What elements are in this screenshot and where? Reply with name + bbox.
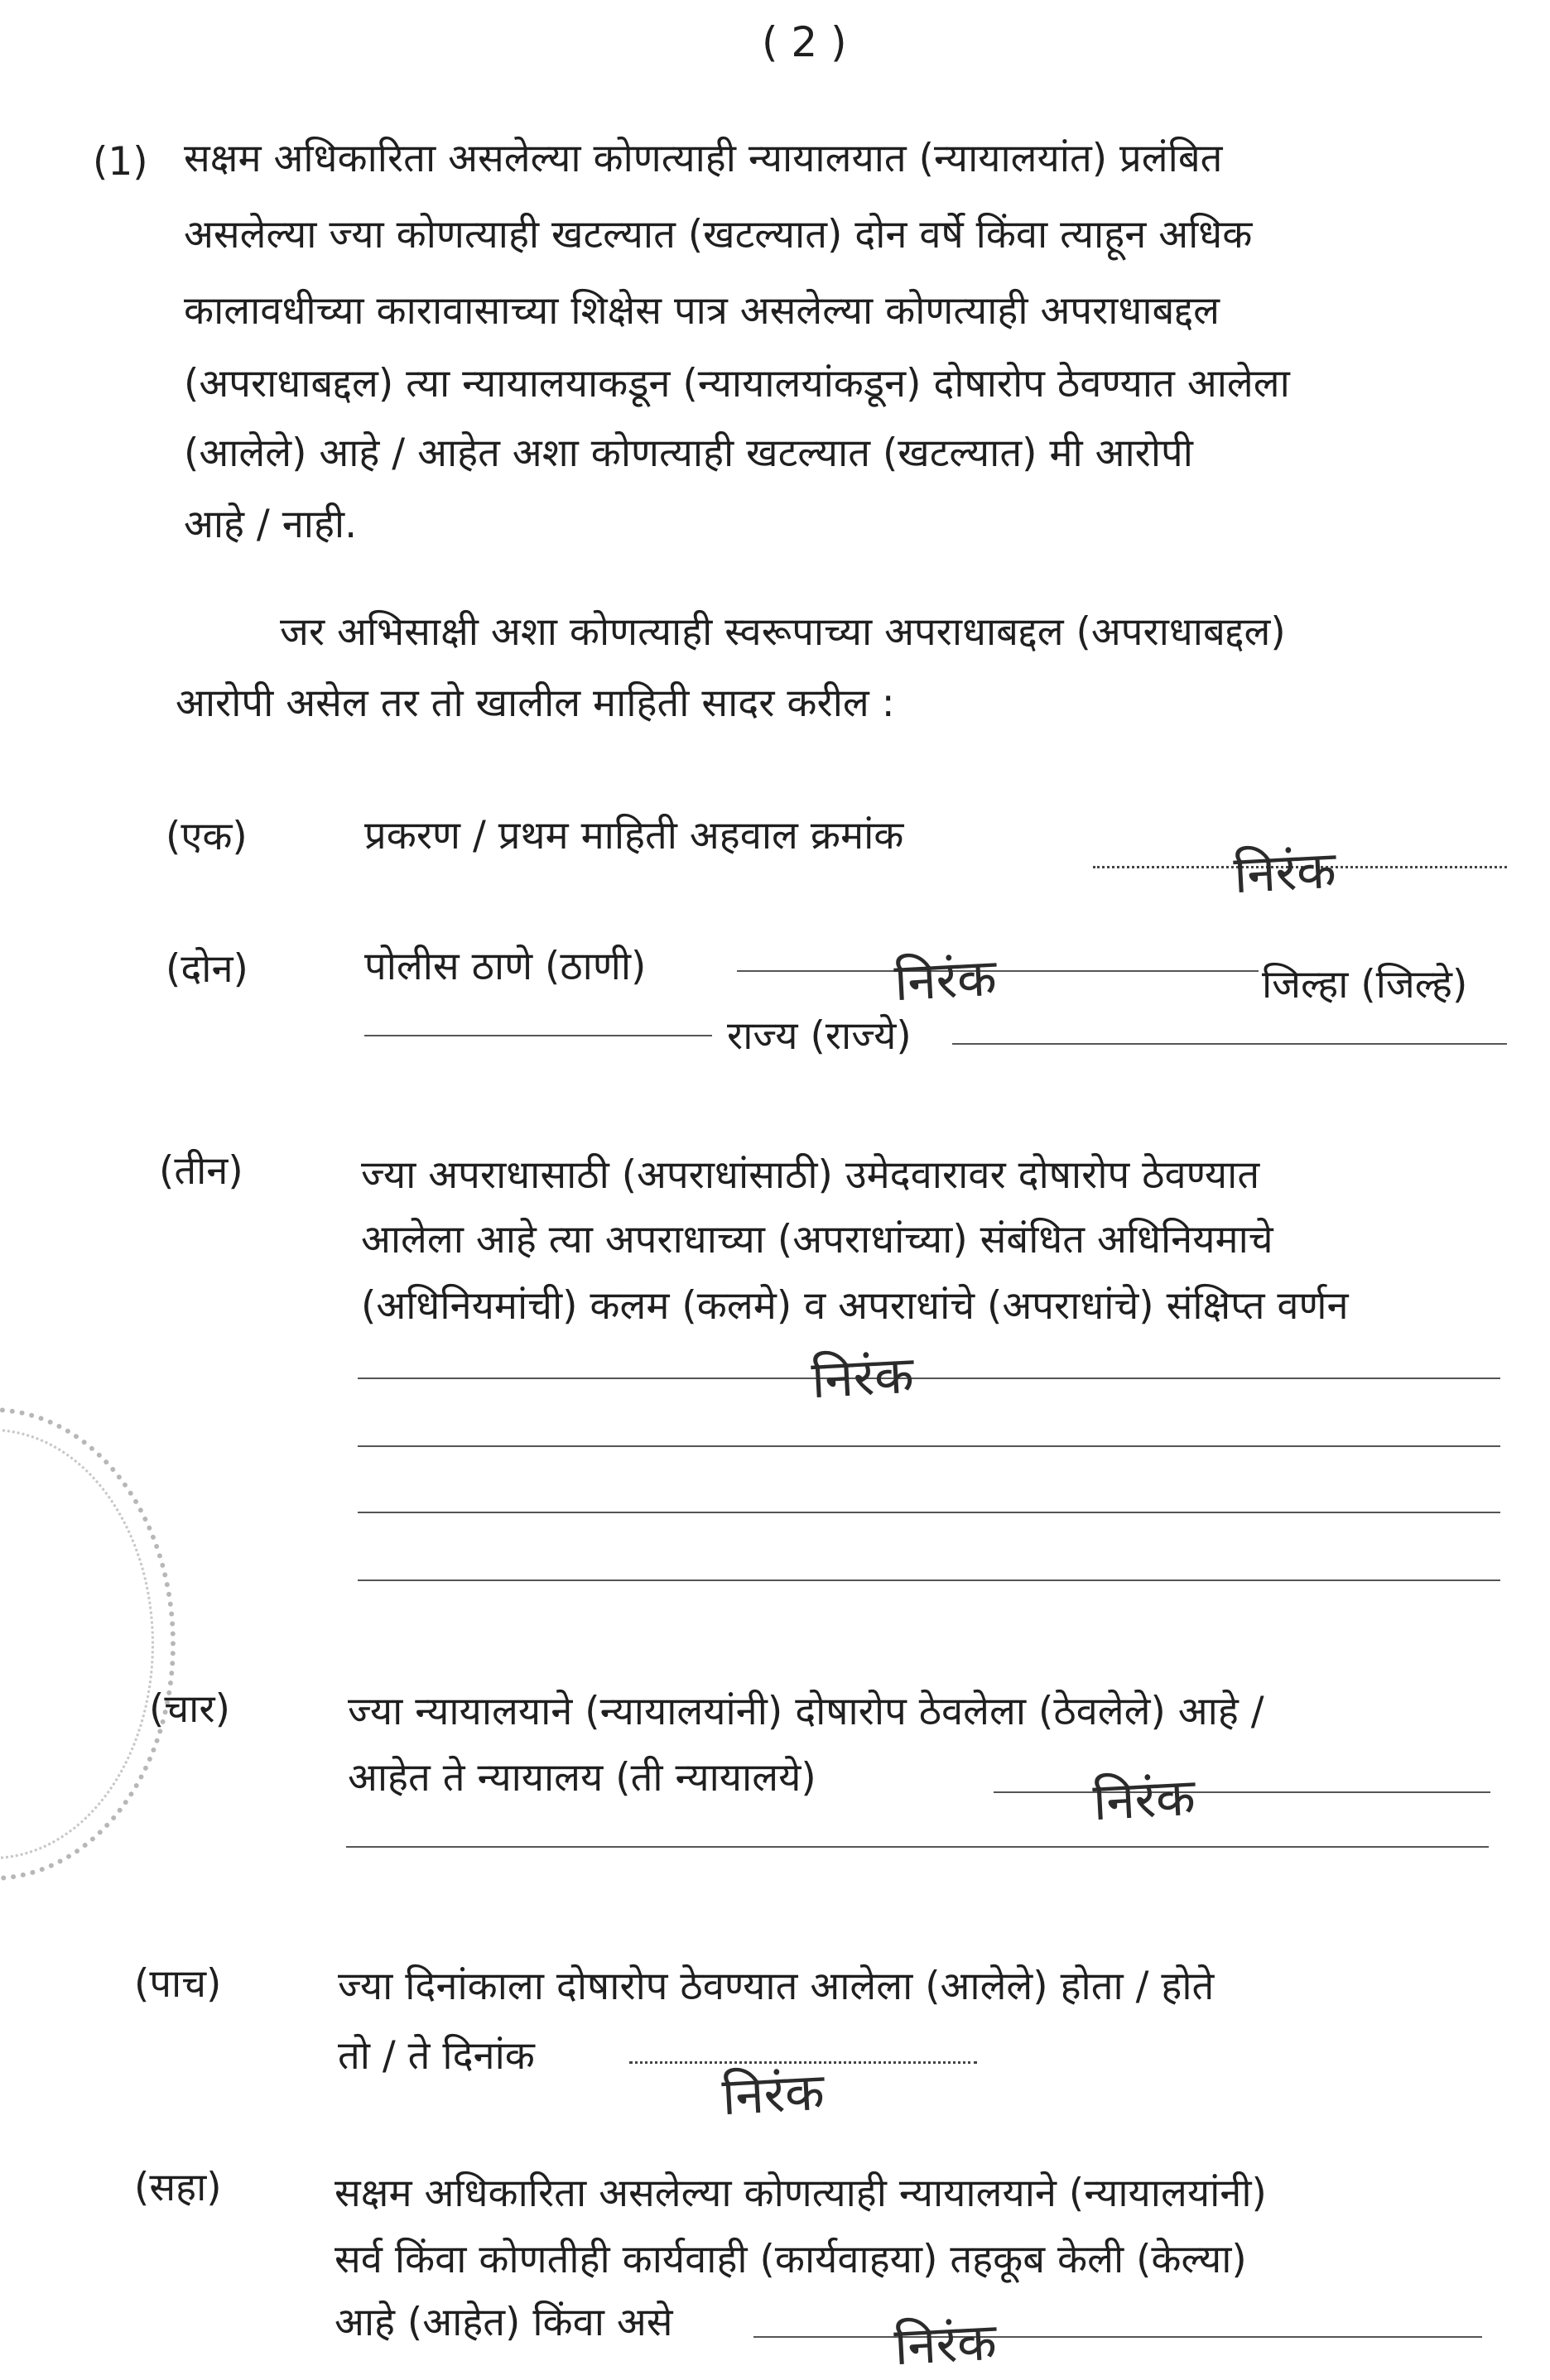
item-line: आहे (आहेत) किंवा असे bbox=[335, 2300, 673, 2345]
intro-line: जर अभिसाक्षी अशा कोणत्याही स्वरूपाच्या अपराधाबद्दल (अपराधाबद्दल) bbox=[280, 609, 1286, 655]
case-fir-number-label: प्रकरण / प्रथम माहिती अहवाल क्रमांक bbox=[364, 813, 904, 858]
answer-line bbox=[753, 2336, 1482, 2338]
handwritten-answer: निरंक bbox=[810, 1344, 916, 1411]
item-line: ज्या दिनांकाला दोषारोप ठेवण्यात आलेला (आलेले) होता / होते bbox=[338, 1964, 1215, 2009]
answer-line bbox=[358, 1445, 1500, 1447]
item-line: तो / ते दिनांक bbox=[338, 2033, 535, 2079]
clause-line: असलेल्या ज्या कोणत्याही खटल्यात (खटल्यात) दोन वर्षे किंवा त्याहून अधिक bbox=[184, 212, 1253, 257]
answer-line bbox=[994, 1791, 1490, 1793]
answer-line bbox=[358, 1512, 1500, 1513]
clause-line: कालावधीच्या कारावासाच्या शिक्षेस पात्र असलेल्या कोणत्याही अपराधाबद्दल bbox=[184, 288, 1220, 334]
item-line: सक्षम अधिकारिता असलेल्या कोणत्याही न्यायालयाने (न्यायालयांनी) bbox=[335, 2171, 1267, 2216]
answer-line bbox=[358, 1378, 1500, 1379]
district-label: जिल्हा (जिल्हे) bbox=[1262, 962, 1468, 1007]
handwritten-answer: निरंक bbox=[1091, 1766, 1197, 1833]
item-line: सर्व किंवा कोणतीही कार्यवाही (कार्यवाहया) तहकूब केली (केल्या) bbox=[335, 2237, 1247, 2282]
item-number: (सहा) bbox=[134, 2165, 222, 2210]
item-line: आहेत ते न्यायालय (ती न्यायालये) bbox=[348, 1755, 816, 1801]
intro-line: आरोपी असेल तर तो खालील माहिती सादर करील : bbox=[176, 680, 895, 726]
handwritten-answer: निरंक bbox=[893, 946, 999, 1013]
page-number: ( 2 ) bbox=[762, 18, 847, 66]
handwritten-answer: निरंक bbox=[720, 2060, 826, 2128]
clause-line: (आलेले) आहे / आहेत अशा कोणत्याही खटल्यात (खटल्यात) मी आरोपी bbox=[184, 430, 1193, 476]
clause-line: सक्षम अधिकारिता असलेल्या कोणत्याही न्यायालयात (न्यायालयांत) प्रलंबित bbox=[184, 136, 1223, 181]
item-number: (पाच) bbox=[134, 1961, 222, 2007]
answer-line bbox=[346, 1846, 1489, 1848]
item-line: आलेला आहे त्या अपराधाच्या (अपराधांच्या) संबंधित अधिनियमाचे bbox=[361, 1217, 1273, 1262]
state-label: राज्य (राज्ये) bbox=[727, 1013, 912, 1059]
answer-line bbox=[952, 1043, 1507, 1045]
answer-line bbox=[364, 1035, 712, 1036]
police-station-label: पोलीस ठाणे (ठाणी) bbox=[364, 944, 647, 989]
item-number: (एक) bbox=[166, 814, 248, 859]
item-line: ज्या न्यायालयाने (न्यायालयांनी) दोषारोप ठेवलेला (ठेवलेले) आहे / bbox=[348, 1689, 1264, 1734]
answer-line bbox=[737, 970, 1259, 972]
handwritten-answer: निरंक bbox=[893, 2310, 999, 2378]
item-line: ज्या अपराधासाठी (अपराधांसाठी) उमेदवारावर दोषारोप ठेवण्यात bbox=[361, 1152, 1260, 1198]
item-number: (चार) bbox=[149, 1686, 230, 1732]
item-line: (अधिनियमांची) कलम (कलमे) व अपराधांचे (अपराधांचे) संक्षिप्त वर्णन bbox=[361, 1283, 1349, 1329]
item-number: (तीन) bbox=[159, 1148, 243, 1194]
seal-stamp bbox=[0, 1407, 176, 1881]
clause-line: (अपराधाबद्दल) त्या न्यायालयाकडून (न्यायालयांकडून) दोषारोप ठेवण्यात आलेला bbox=[184, 361, 1290, 406]
clause-line: आहे / नाही. bbox=[184, 502, 358, 547]
answer-line bbox=[358, 1579, 1500, 1581]
item-number: (दोन) bbox=[166, 946, 248, 992]
handwritten-answer: निरंक bbox=[1232, 839, 1338, 906]
clause-number: (1) bbox=[93, 139, 148, 185]
